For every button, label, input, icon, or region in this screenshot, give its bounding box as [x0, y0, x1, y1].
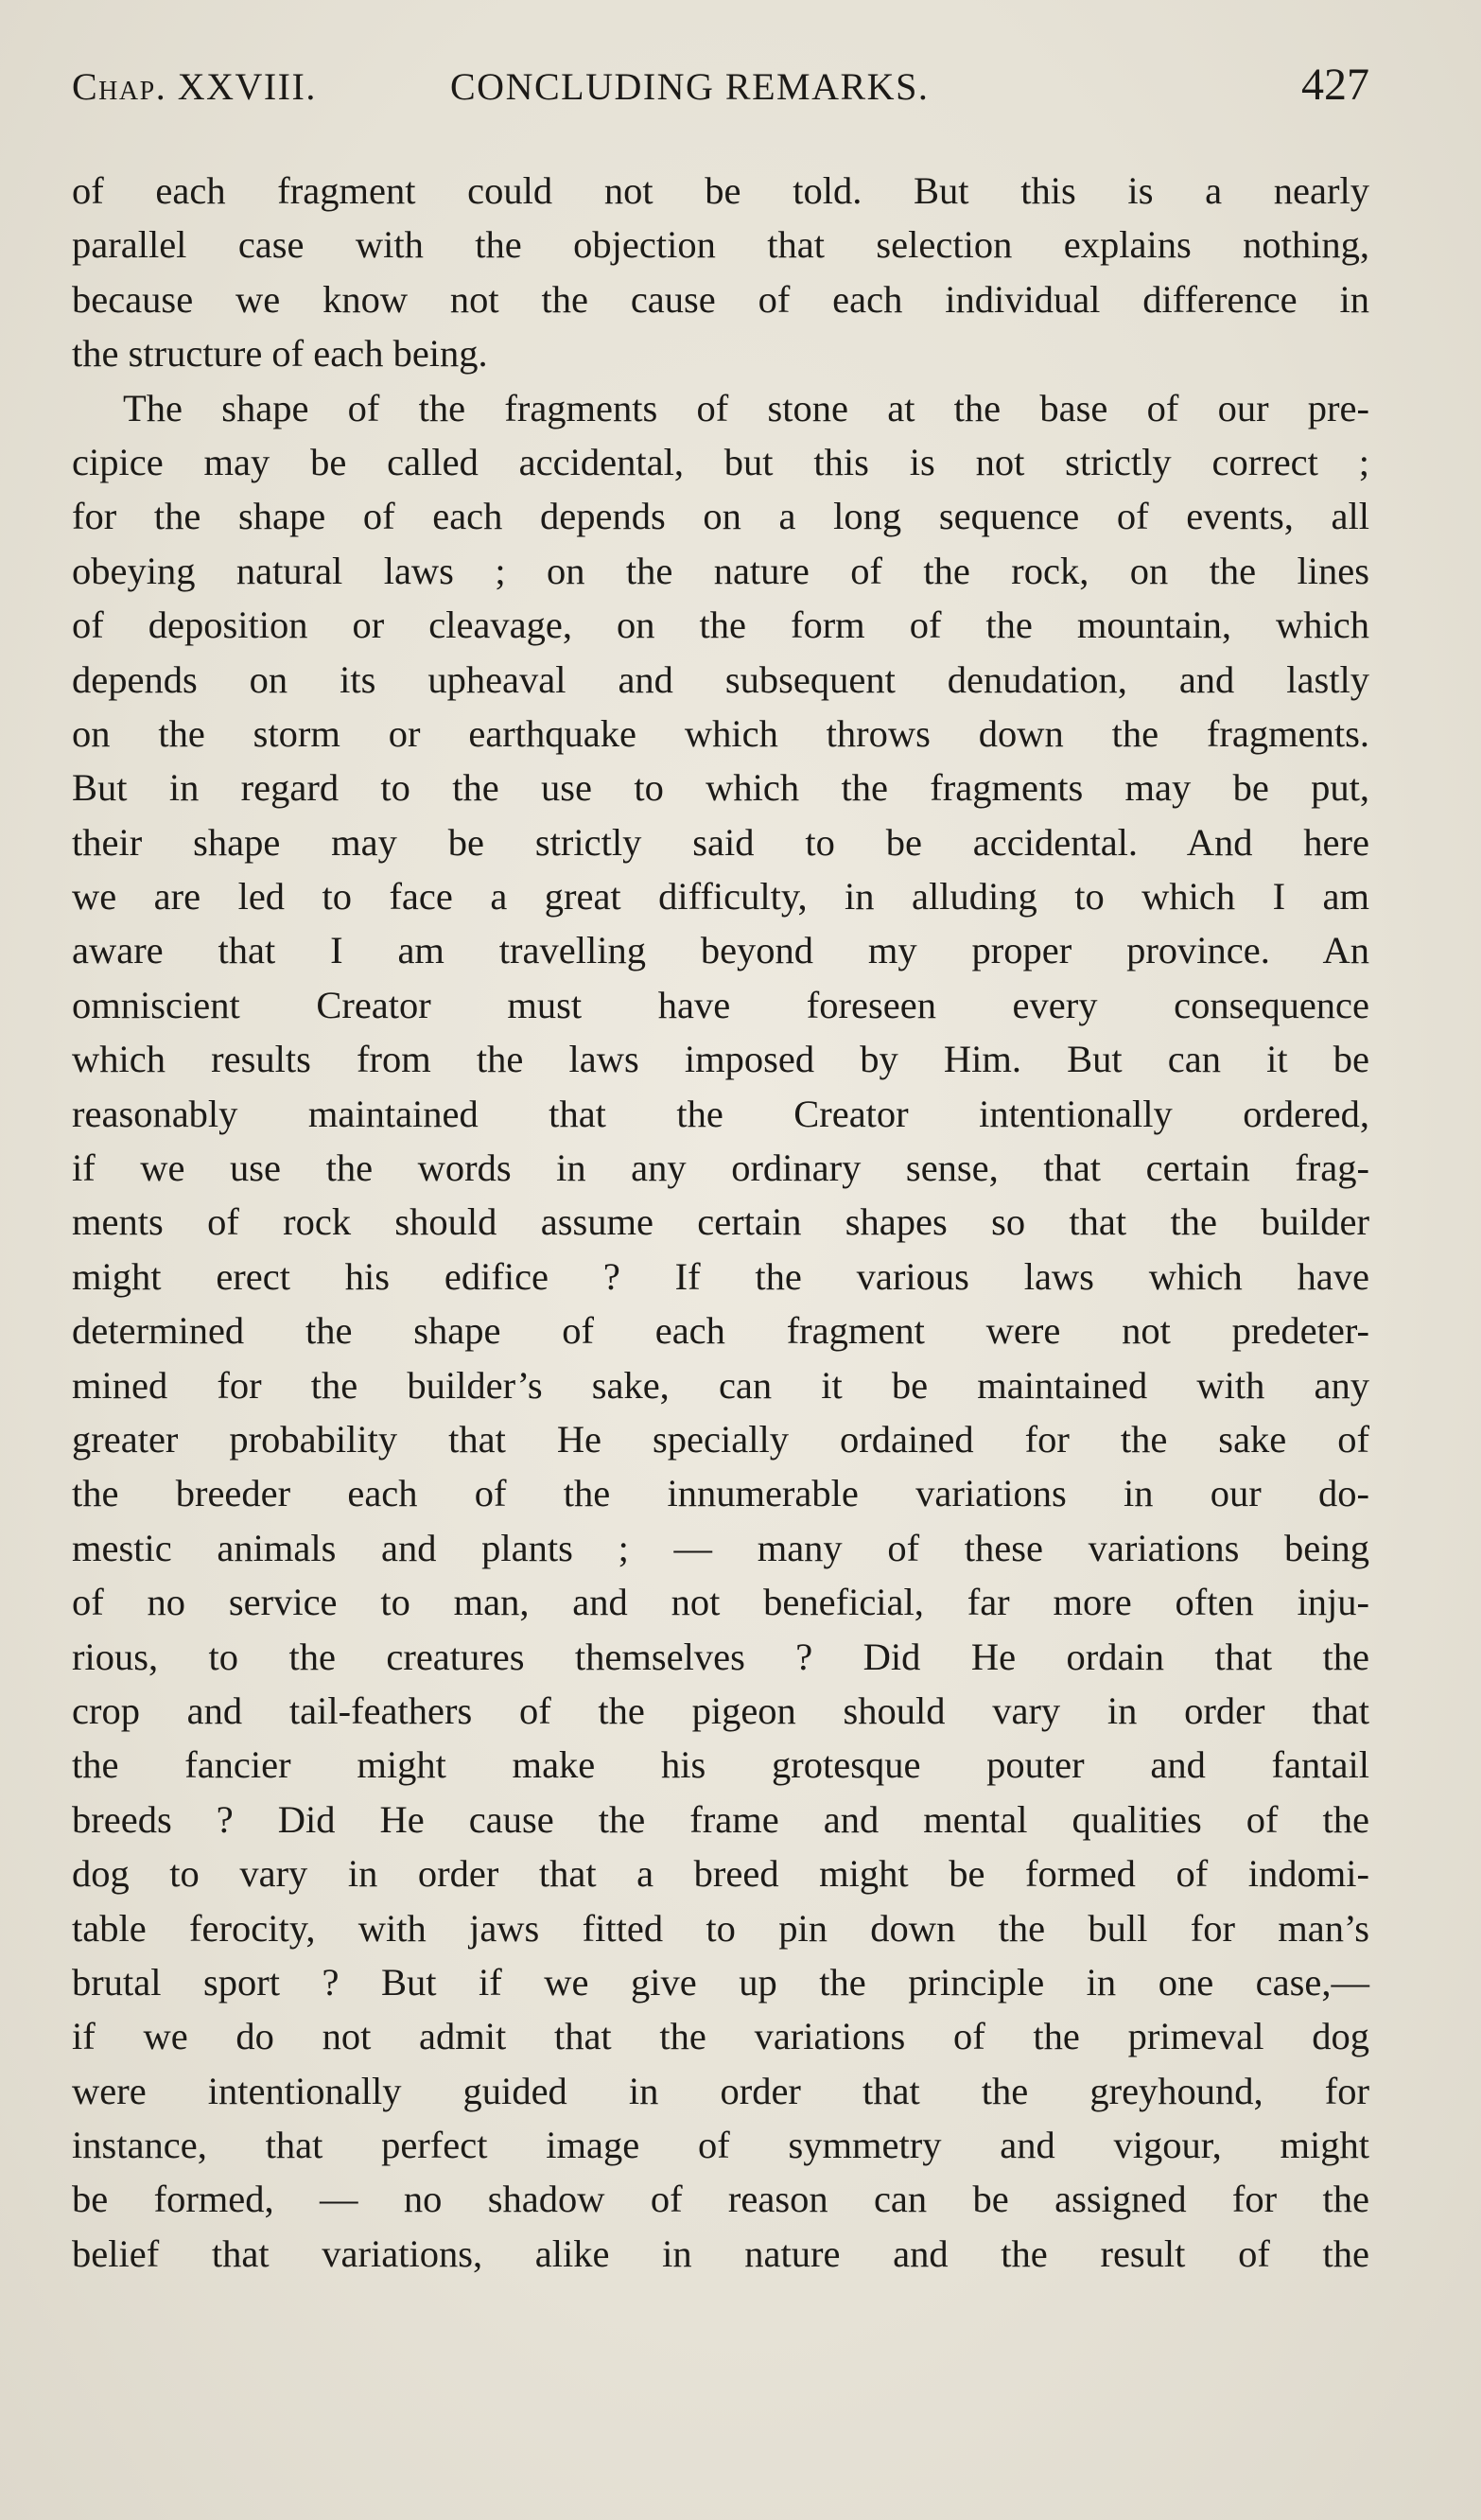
- chapter-label: Chap. XXVIII.: [72, 65, 317, 108]
- text-line: the structure of each being.: [72, 332, 488, 376]
- text-line: aware that I am travelling beyond my proper province. An: [72, 929, 1369, 972]
- text-line: of each fragment could not be told. But this is a nearly: [72, 169, 1369, 212]
- text-line: brutal sport ? But if we give up the principle in one case,—: [72, 1960, 1369, 2004]
- text-line: But in regard to the use to which the fragments may be put,: [72, 766, 1369, 810]
- text-line: be formed, — no shadow of reason can be assigned for the: [72, 2178, 1369, 2221]
- text-line: for the shape of each depends on a long sequence of events, all: [72, 495, 1369, 538]
- body-text: [72, 164, 1369, 2281]
- text-line: on the storm or earthquake which throws down the fragments.: [72, 711, 1369, 755]
- text-line: omniscient Creator must have foreseen every consequence: [72, 983, 1369, 1026]
- text-line: we are led to face a great difficulty, in alluding to which I am: [72, 875, 1369, 919]
- text-line: might erect his edifice ? If the various laws which have: [72, 1254, 1369, 1298]
- text-line: dog to vary in order that a breed might be formed of indomi-: [72, 1852, 1369, 1896]
- text-line: depends on its upheaval and subsequent denudation, and lastly: [72, 657, 1369, 701]
- text-line: reasonably maintained that the Creator intentionally ordered,: [72, 1092, 1369, 1135]
- text-line: were intentionally guided in order that the greyhound, for: [72, 2069, 1369, 2112]
- text-line: ments of rock should assume certain shapes so that the builder: [72, 1200, 1369, 1244]
- text-line: obeying natural laws ; on the nature of the rock, on the lines: [72, 549, 1369, 592]
- text-line: which results from the laws imposed by Him. But can it be: [72, 1038, 1369, 1081]
- page-number: 427: [1301, 60, 1369, 110]
- text-line: because we know not the cause of each individual difference in: [72, 277, 1369, 321]
- text-line: mestic animals and plants ; — many of these variations being: [72, 1526, 1369, 1569]
- text-line: if we use the words in any ordinary sense, that certain frag-: [72, 1146, 1369, 1190]
- text-line: belief that variations, alike in nature and the result of the: [72, 2231, 1369, 2275]
- text-line: The shape of the fragments of stone at the base of our pre-: [123, 386, 1369, 429]
- text-line: parallel case with the objection that selection explains nothing,: [72, 223, 1369, 267]
- text-line: the fancier might make his grotesque pouter and fantail: [72, 1743, 1369, 1787]
- text-line: of no service to man, and not beneficial, far more often inju-: [72, 1581, 1369, 1624]
- text-line: greater probability that He specially ordained for the sake of: [72, 1417, 1369, 1461]
- text-line: mined for the builder’s sake, can it be maintained with any: [72, 1363, 1369, 1407]
- text-line: instance, that perfect image of symmetry and vigour, might: [72, 2124, 1369, 2167]
- running-header: [72, 59, 1369, 115]
- text-line: determined the shape of each fragment were not predeter-: [72, 1309, 1369, 1353]
- text-line: the breeder each of the innumerable variations in our do-: [72, 1472, 1369, 1515]
- text-line: breeds ? Did He cause the frame and mental qualities of the: [72, 1797, 1369, 1841]
- text-line: rious, to the creatures themselves ? Did He ordain that the: [72, 1635, 1369, 1678]
- chapter-title: CONCLUDING REMARKS.: [450, 65, 930, 108]
- text-line: table ferocity, with jaws fitted to pin down the bull for man’s: [72, 1906, 1369, 1950]
- text-line: if we do not admit that the variations of the primeval dog: [72, 2015, 1369, 2058]
- text-line: crop and tail-feathers of the pigeon should vary in order that: [72, 1689, 1369, 1732]
- text-line: of deposition or cleavage, on the form of the mountain, which: [72, 604, 1369, 647]
- text-line: their shape may be strictly said to be accidental. And here: [72, 820, 1369, 864]
- text-line: cipice may be called accidental, but this is not strictly correct ;: [72, 440, 1369, 483]
